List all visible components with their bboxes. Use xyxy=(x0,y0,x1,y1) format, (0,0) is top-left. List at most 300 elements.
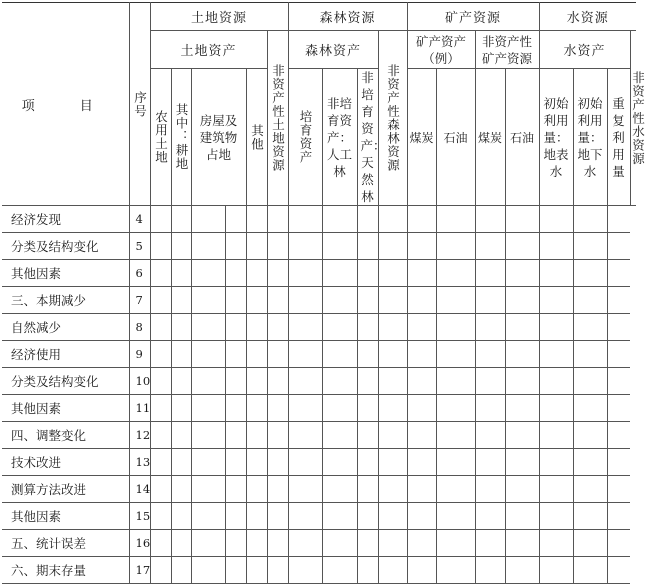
table-row xyxy=(2,233,636,260)
data-cell xyxy=(267,233,288,260)
data-cell xyxy=(288,503,322,530)
data-cell xyxy=(475,422,505,449)
data-cell xyxy=(573,476,607,503)
data-cell xyxy=(378,368,407,395)
data-cell xyxy=(267,503,288,530)
water-non-asset-header-cell xyxy=(630,31,646,206)
data-cell xyxy=(267,314,288,341)
table-row xyxy=(2,395,636,422)
mineral-non-asset-header-cell xyxy=(475,31,539,69)
data-cell xyxy=(246,395,267,422)
data-cell xyxy=(246,368,267,395)
data-cell xyxy=(322,395,357,422)
data-cell xyxy=(407,503,436,530)
data-cell xyxy=(475,449,505,476)
other-land-header: 其他 xyxy=(249,123,265,151)
data-cell xyxy=(436,368,475,395)
data-cell xyxy=(246,341,267,368)
farmland-header-cell xyxy=(150,69,171,206)
table-row xyxy=(2,530,636,557)
land-non-asset-header: 非资产性土地资源 xyxy=(270,64,286,172)
row-label: 六、期末存量 xyxy=(2,557,129,584)
data-cell xyxy=(357,449,378,476)
mineral-asset-coal-header: 煤炭 xyxy=(409,130,434,145)
table-row xyxy=(2,260,636,287)
data-cell xyxy=(436,422,475,449)
cultivated-forest-header-cell xyxy=(288,69,322,206)
artificial-forest-header-cell xyxy=(322,69,357,206)
data-cell xyxy=(171,530,191,557)
table-row xyxy=(2,287,636,314)
data-cell xyxy=(607,476,630,503)
row-seq: 11 xyxy=(129,395,150,422)
data-cell xyxy=(475,503,505,530)
table-row xyxy=(2,557,636,584)
data-cell xyxy=(288,260,322,287)
data-cell xyxy=(573,206,607,233)
data-cell xyxy=(150,449,171,476)
water-asset-header-cell xyxy=(539,31,630,69)
data-cell xyxy=(150,476,171,503)
data-cell xyxy=(225,287,246,314)
data-cell xyxy=(607,395,630,422)
data-cell xyxy=(288,530,322,557)
row-label: 技术改进 xyxy=(2,449,129,476)
table-row xyxy=(2,341,636,368)
data-cell xyxy=(322,314,357,341)
data-cell xyxy=(322,341,357,368)
data-cell xyxy=(322,260,357,287)
data-cell xyxy=(225,233,246,260)
item-header: 项 目 xyxy=(21,98,109,114)
data-cell xyxy=(378,314,407,341)
data-cell xyxy=(357,341,378,368)
data-cell xyxy=(267,287,288,314)
data-cell xyxy=(407,395,436,422)
water-non-asset-header: 非资产性水资源 xyxy=(630,70,646,166)
mineral-resources-header: 矿产资源 xyxy=(445,11,502,26)
mineral-asset-oil-header-cell xyxy=(436,69,475,206)
data-cell xyxy=(607,503,630,530)
water-resources-header-cell xyxy=(539,3,636,31)
data-cell xyxy=(191,341,225,368)
data-cell xyxy=(322,449,357,476)
land-asset-header-cell xyxy=(150,31,267,69)
data-cell xyxy=(539,206,573,233)
data-cell xyxy=(407,314,436,341)
data-cell xyxy=(378,287,407,314)
data-cell xyxy=(607,341,630,368)
data-cell xyxy=(539,422,573,449)
data-cell xyxy=(225,314,246,341)
data-cell xyxy=(436,530,475,557)
data-cell xyxy=(607,287,630,314)
data-cell xyxy=(322,368,357,395)
row-seq: 8 xyxy=(129,314,150,341)
mineral-non-asset-coal-header-cell xyxy=(475,69,505,206)
data-cell xyxy=(246,206,267,233)
data-cell xyxy=(225,557,246,584)
data-cell xyxy=(171,557,191,584)
data-cell xyxy=(246,449,267,476)
data-cell xyxy=(607,368,630,395)
table-row xyxy=(2,503,636,530)
data-cell xyxy=(288,233,322,260)
data-cell xyxy=(246,422,267,449)
data-cell xyxy=(322,557,357,584)
data-cell xyxy=(436,449,475,476)
data-cell xyxy=(436,395,475,422)
data-cell xyxy=(378,422,407,449)
data-cell xyxy=(191,449,225,476)
data-cell xyxy=(322,233,357,260)
data-cell xyxy=(225,422,246,449)
data-cell xyxy=(505,530,539,557)
data-cell xyxy=(171,287,191,314)
row-seq: 16 xyxy=(129,530,150,557)
data-cell xyxy=(191,530,225,557)
data-cell xyxy=(436,287,475,314)
table-body xyxy=(2,206,636,584)
data-cell xyxy=(150,314,171,341)
data-cell xyxy=(539,368,573,395)
data-cell xyxy=(539,530,573,557)
table-row xyxy=(2,368,636,395)
data-cell xyxy=(357,368,378,395)
data-cell xyxy=(171,314,191,341)
ground-water-header-cell xyxy=(573,69,607,206)
data-cell xyxy=(505,314,539,341)
data-cell xyxy=(505,449,539,476)
data-cell xyxy=(357,422,378,449)
data-cell xyxy=(150,368,171,395)
data-cell xyxy=(573,530,607,557)
data-cell xyxy=(322,503,357,530)
row-label: 分类及结构变化 xyxy=(2,233,129,260)
data-cell xyxy=(267,557,288,584)
data-cell xyxy=(246,233,267,260)
data-cell xyxy=(378,557,407,584)
data-cell xyxy=(475,341,505,368)
data-cell xyxy=(539,314,573,341)
data-cell xyxy=(191,260,225,287)
data-cell xyxy=(539,449,573,476)
surface-water-header: 初始利用量：地表水 xyxy=(543,95,569,179)
data-cell xyxy=(407,422,436,449)
data-cell xyxy=(378,260,407,287)
data-cell xyxy=(505,557,539,584)
data-cell xyxy=(288,206,322,233)
row-seq: 9 xyxy=(129,341,150,368)
data-cell xyxy=(539,341,573,368)
data-cell xyxy=(505,422,539,449)
data-cell xyxy=(288,287,322,314)
data-cell xyxy=(288,476,322,503)
data-cell xyxy=(191,368,225,395)
row-label: 自然减少 xyxy=(2,314,129,341)
item-header-cell xyxy=(2,3,129,206)
data-cell xyxy=(288,557,322,584)
data-cell xyxy=(475,368,505,395)
data-cell xyxy=(267,206,288,233)
data-cell xyxy=(505,368,539,395)
data-cell xyxy=(539,287,573,314)
data-cell xyxy=(246,287,267,314)
data-cell xyxy=(150,503,171,530)
data-cell xyxy=(607,530,630,557)
data-cell xyxy=(505,260,539,287)
data-cell xyxy=(191,476,225,503)
data-cell xyxy=(357,233,378,260)
data-cell xyxy=(357,395,378,422)
cultivated-land-header: 其中：耕地 xyxy=(174,103,189,171)
row-label: 三、本期减少 xyxy=(2,287,129,314)
data-cell xyxy=(288,368,322,395)
data-cell xyxy=(436,476,475,503)
data-cell xyxy=(505,476,539,503)
forest-non-asset-header: 非资产性森林资源 xyxy=(385,64,401,172)
row-seq: 13 xyxy=(129,449,150,476)
data-cell xyxy=(505,395,539,422)
table-row xyxy=(2,449,636,476)
data-cell xyxy=(357,557,378,584)
row-seq: 7 xyxy=(129,287,150,314)
data-cell xyxy=(407,206,436,233)
data-cell xyxy=(288,395,322,422)
data-cell xyxy=(191,503,225,530)
data-cell xyxy=(573,341,607,368)
surface-water-header-cell xyxy=(539,69,573,206)
data-cell xyxy=(225,260,246,287)
natural-forest-header: 非培育资产：天然林 xyxy=(360,70,386,204)
data-cell xyxy=(407,557,436,584)
data-cell xyxy=(505,341,539,368)
forest-resources-header-cell xyxy=(288,3,407,31)
data-cell xyxy=(539,395,573,422)
data-cell xyxy=(607,422,630,449)
data-cell xyxy=(191,314,225,341)
row-label: 其他因素 xyxy=(2,503,129,530)
mineral-non-asset-oil-header-cell xyxy=(505,69,539,206)
data-cell xyxy=(378,233,407,260)
header-row-1 xyxy=(2,3,636,31)
data-cell xyxy=(225,530,246,557)
data-cell xyxy=(171,341,191,368)
data-cell xyxy=(171,368,191,395)
data-cell xyxy=(505,287,539,314)
data-cell xyxy=(436,314,475,341)
row-seq: 14 xyxy=(129,476,150,503)
row-label: 经济发现 xyxy=(2,206,129,233)
data-cell xyxy=(150,557,171,584)
data-cell xyxy=(573,557,607,584)
data-cell xyxy=(475,233,505,260)
data-cell xyxy=(267,260,288,287)
mineral-non-asset-header: 非资产性矿产资源 xyxy=(482,33,533,66)
data-cell xyxy=(357,503,378,530)
data-cell xyxy=(573,260,607,287)
forest-resources-header: 森林资源 xyxy=(319,11,376,26)
data-cell xyxy=(246,260,267,287)
data-cell xyxy=(607,260,630,287)
data-cell xyxy=(171,476,191,503)
data-cell xyxy=(475,260,505,287)
data-cell xyxy=(191,206,225,233)
cultivated-forest-header: 培育资产 xyxy=(298,110,314,164)
data-cell xyxy=(378,206,407,233)
data-cell xyxy=(357,260,378,287)
data-cell xyxy=(357,314,378,341)
table-row xyxy=(2,476,636,503)
row-seq: 10 xyxy=(129,368,150,395)
row-seq: 12 xyxy=(129,422,150,449)
data-cell xyxy=(171,206,191,233)
data-cell xyxy=(573,449,607,476)
data-cell xyxy=(171,260,191,287)
data-cell xyxy=(150,287,171,314)
data-cell xyxy=(436,233,475,260)
data-cell xyxy=(573,233,607,260)
data-cell xyxy=(288,314,322,341)
forest-non-asset-header-cell xyxy=(378,31,407,206)
data-cell xyxy=(407,530,436,557)
data-cell xyxy=(357,530,378,557)
data-cell xyxy=(322,422,357,449)
land-resources-header-cell xyxy=(150,3,288,31)
data-cell xyxy=(225,395,246,422)
data-cell xyxy=(150,260,171,287)
data-cell xyxy=(378,503,407,530)
resource-change-table xyxy=(2,2,646,584)
data-cell xyxy=(171,449,191,476)
row-label: 分类及结构变化 xyxy=(2,368,129,395)
buildings-land-header: 房屋及建筑物占地 xyxy=(199,112,238,162)
water-asset-header: 水资产 xyxy=(563,44,606,59)
data-cell xyxy=(246,557,267,584)
data-cell xyxy=(171,422,191,449)
row-label: 测算方法改进 xyxy=(2,476,129,503)
data-cell xyxy=(150,395,171,422)
data-cell xyxy=(436,503,475,530)
data-cell xyxy=(407,449,436,476)
data-cell xyxy=(539,260,573,287)
data-cell xyxy=(407,341,436,368)
data-cell xyxy=(436,206,475,233)
data-cell xyxy=(267,395,288,422)
data-cell xyxy=(573,368,607,395)
data-cell xyxy=(475,395,505,422)
data-cell xyxy=(225,476,246,503)
data-cell xyxy=(150,233,171,260)
data-cell xyxy=(607,449,630,476)
data-cell xyxy=(407,287,436,314)
data-cell xyxy=(407,233,436,260)
mineral-asset-header: 矿产资产（例） xyxy=(416,33,467,66)
data-cell xyxy=(475,314,505,341)
data-cell xyxy=(573,422,607,449)
data-cell xyxy=(407,260,436,287)
other-land-header-cell xyxy=(246,69,267,206)
data-cell xyxy=(171,503,191,530)
mineral-non-asset-oil-header: 石油 xyxy=(510,130,535,145)
data-cell xyxy=(573,395,607,422)
mineral-asset-oil-header: 石油 xyxy=(443,130,468,145)
row-seq: 6 xyxy=(129,260,150,287)
table-row xyxy=(2,422,636,449)
data-cell xyxy=(407,368,436,395)
data-cell xyxy=(191,287,225,314)
data-cell xyxy=(246,314,267,341)
data-cell xyxy=(225,206,246,233)
land-asset-header: 土地资产 xyxy=(180,44,237,59)
data-cell xyxy=(150,530,171,557)
data-cell xyxy=(607,206,630,233)
data-cell xyxy=(171,395,191,422)
data-cell xyxy=(539,557,573,584)
water-resources-header: 水资源 xyxy=(566,11,609,26)
table-row xyxy=(2,314,636,341)
data-cell xyxy=(475,530,505,557)
data-cell xyxy=(539,476,573,503)
data-cell xyxy=(378,530,407,557)
cultivated-land-header-cell xyxy=(171,69,191,206)
data-cell xyxy=(225,341,246,368)
data-cell xyxy=(539,503,573,530)
row-label: 四、调整变化 xyxy=(2,422,129,449)
land-resources-header: 土地资源 xyxy=(191,11,248,26)
data-cell xyxy=(150,341,171,368)
data-cell xyxy=(475,557,505,584)
data-cell xyxy=(191,422,225,449)
forest-asset-header-cell xyxy=(288,31,378,69)
row-label: 经济使用 xyxy=(2,341,129,368)
data-cell xyxy=(267,341,288,368)
data-cell xyxy=(322,287,357,314)
row-seq: 5 xyxy=(129,233,150,260)
row-label: 五、统计误差 xyxy=(2,530,129,557)
seq-header-cell xyxy=(129,3,150,206)
data-cell xyxy=(357,287,378,314)
mineral-resources-header-cell xyxy=(407,3,539,31)
reuse-water-header: 重复利用量 xyxy=(612,95,625,179)
land-non-asset-header-cell xyxy=(267,31,288,206)
data-cell xyxy=(267,368,288,395)
artificial-forest-header: 非培育资产：人工林 xyxy=(327,95,353,179)
data-cell xyxy=(267,422,288,449)
data-cell xyxy=(505,206,539,233)
data-cell xyxy=(475,206,505,233)
data-cell xyxy=(288,341,322,368)
data-cell xyxy=(573,287,607,314)
forest-asset-header: 森林资产 xyxy=(305,44,362,59)
data-cell xyxy=(150,422,171,449)
data-cell xyxy=(322,206,357,233)
data-cell xyxy=(436,341,475,368)
data-cell xyxy=(607,314,630,341)
ground-water-header: 初始利用量：地下水 xyxy=(577,95,603,179)
data-cell xyxy=(322,476,357,503)
mineral-non-asset-coal-header: 煤炭 xyxy=(478,130,503,145)
data-cell xyxy=(191,395,225,422)
data-cell xyxy=(267,530,288,557)
data-cell xyxy=(407,476,436,503)
mineral-asset-coal-header-cell xyxy=(407,69,436,206)
data-cell xyxy=(505,233,539,260)
data-cell xyxy=(475,287,505,314)
farmland-header: 农用土地 xyxy=(153,110,169,164)
data-cell xyxy=(225,503,246,530)
data-cell xyxy=(225,368,246,395)
